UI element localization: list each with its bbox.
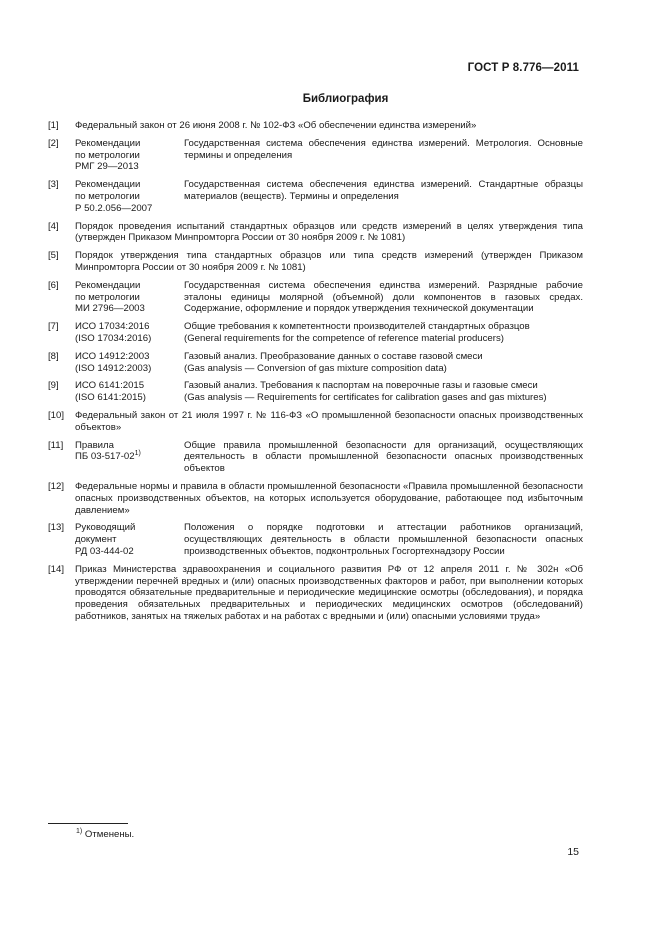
entry-document: Рекомендации по метрологии МИ 2796—2003 [75, 279, 145, 315]
bibliography-entry [48, 440, 583, 475]
entry-text: Порядок утверждения типа стандартных образцов или типа средств измерений (утвержден Приказом Минпромторга России от 30 ноября 2009 г. № 1081) [75, 250, 583, 273]
entry-text: Федеральный закон от 26 июня 2008 г. № 102-ФЗ «Об обеспечении единства измерений» [75, 120, 477, 131]
footnote-text: Отменены. [84, 829, 135, 840]
page-number: 15 [567, 846, 579, 858]
footnote-divider [48, 823, 128, 824]
entry-document [75, 440, 184, 475]
bibliography-list [48, 120, 583, 629]
entry-document-code: ПБ 03-517-02$^{1)}$ [75, 450, 141, 463]
bibliography-entry [48, 380, 583, 404]
page-title: Библиография [302, 93, 389, 105]
bibliography-entry [48, 481, 583, 516]
bibliography-entry [48, 280, 583, 315]
entry-document: ИСО 17034:2016 (ISO 17034:2016) [75, 321, 152, 344]
bibliography-entry [48, 138, 583, 173]
bibliography-entry [48, 410, 583, 434]
entry-text: Приказ Министерства здравоохранения и социального развития РФ от 12 апреля 2011 г. № 302н «Об утверждении перечней вредных и (или) опасных производственных факторов и работ, при выполнении которых проводятся обязательные предварительные и периодические медицинские осмотры (обследования), и порядка проведения обязательных предварительных и периодических медицинских осмотров (обследований) работников, занятых на тяжелых работах и на работах с вредными и (или) опасными условиями труда» [75, 563, 583, 622]
entry-text: Порядок проведения испытаний стандартных образцов или средств измерений в целях утверждения типа (утвержден Приказом Минпромторга России от 30 ноября 2009 г. № 1081) [75, 220, 583, 244]
entry-number: [12] [48, 480, 65, 492]
footnote-reference: 1) [134, 450, 141, 458]
bibliography-entry [48, 221, 583, 245]
entry-description: Положения о порядке подготовки и аттестации работников организаций, осуществляющих деятельность в области промышленной безопасности опасных производственных объектов, подконтрольных Госгортехнадзору России [184, 522, 583, 557]
entry-document: Рекомендации по метрологии Р 50.2.056—2007 [75, 179, 153, 214]
bibliography-entry [48, 321, 583, 345]
entry-description: Государственная система обеспечения единства измерений. Разрядные рабочие эталоны единицы молярной (объемной) доли компонентов в газовых средах. Содержание, оформление и порядок утверждения технической документации [184, 279, 583, 315]
entry-text: Федеральные нормы и правила в области промышленной безопасности «Правила промышленной безопасности опасных производственных объектов, на которых используется оборудование, работающее под избыточным давлением» [75, 480, 583, 516]
entry-number: [3] [48, 179, 59, 191]
entry-text: Федеральный закон от 21 июля 1997 г. № 116-ФЗ «О промышленной безопасности опасных производственных объектов» [75, 409, 583, 433]
entry-number: [13] [48, 522, 65, 534]
bibliography-entry [48, 564, 583, 623]
entry-number: [1] [48, 120, 59, 131]
entry-description: Газовый анализ. Преобразование данных о составе газовой смеси (Gas analysis — Conversion of gas mixture composition data) [184, 350, 483, 374]
bibliography-entry [48, 351, 583, 375]
standard-code: ГОСТ Р 8.776—2011 [467, 62, 579, 74]
entry-number: [7] [48, 321, 59, 333]
entry-number: [11] [48, 439, 64, 451]
entry-description: Общие требования к компетентности производителей стандартных образцов (General requirements for the competence of reference material producers) [184, 321, 530, 344]
entry-description: Газовый анализ. Требования к паспортам на поверочные газы и газовые смеси (Gas analysis — Requirements for certificates for calibration gases and gas mixtures) [184, 380, 547, 404]
entry-number: [10] [48, 409, 65, 421]
entry-number: [9] [48, 380, 59, 392]
entry-number: [5] [48, 250, 59, 262]
entry-description: Государственная система обеспечения единства измерений. Метрология. Основные термины и определения [184, 137, 583, 161]
entry-document: ИСО 6141:2015 (ISO 6141:2015) [75, 380, 146, 404]
footnote-mark: 1) [76, 827, 83, 835]
entry-number: [2] [48, 137, 59, 149]
entry-number: [6] [48, 279, 59, 291]
entry-document: ИСО 14912:2003 (ISO 14912:2003) [75, 350, 152, 374]
entry-number: [4] [48, 220, 59, 232]
entry-number: [14] [48, 563, 65, 575]
entry-document: Руководящий документ РД 03-444-02 [75, 522, 136, 557]
bibliography-entry [48, 250, 583, 274]
entry-number: [8] [48, 350, 59, 362]
bibliography-entry [48, 179, 583, 214]
entry-document: Рекомендации по метрологии РМГ 29—2013 [75, 137, 141, 173]
bibliography-entry [48, 120, 583, 132]
entry-document-type: Правила [75, 439, 114, 451]
entry-description: Государственная система обеспечения единства измерений. Стандартные образцы материалов (веществ). Термины и определения [184, 179, 583, 202]
bibliography-entry [48, 522, 583, 557]
footnote [76, 829, 134, 840]
entry-description: Общие правила промышленной безопасности для организаций, осуществляющих деятельность в области промышленной безопасности опасных производственных объектов [184, 439, 583, 475]
